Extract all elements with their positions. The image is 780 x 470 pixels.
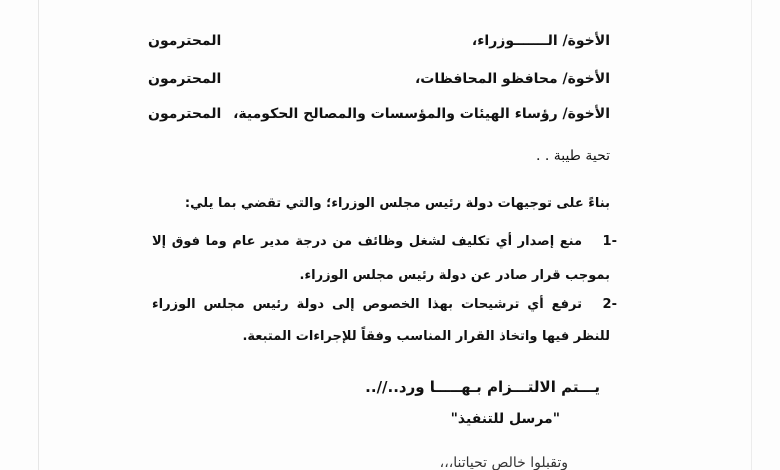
item-2-line-2: للنظر فيها واتخاذ القرار المناسب وفقاً للإجراءات المتبعة. <box>242 329 610 344</box>
honorific-ministers: المحترمون <box>148 33 222 49</box>
honorific-governors: المحترمون <box>148 71 222 87</box>
item-1-line-1: منع إصدار أي تكليف لشغل وظائف من درجة مدير عام وما فوق إلا <box>152 234 582 249</box>
sent-for-execution-note: "مرسل للتنفيذ" <box>450 411 560 427</box>
addressee-governors: الأخوة/ محافظو المحافظات، <box>414 71 610 87</box>
scan-edge-left <box>38 0 39 470</box>
honorific-agency-heads: المحترمون <box>148 106 222 122</box>
scan-edge-right <box>751 0 752 470</box>
intro-paragraph: بناءً على توجيهات دولة رئيس مجلس الوزراء؛ والتي تقضي بما يلي: <box>184 196 610 211</box>
item-1-line-2: بموجب قرار صادر عن دولة رئيس مجلس الوزراء. <box>299 268 610 283</box>
item-2-line-1: ترفع أي ترشيحات بهذا الخصوص إلى دولة رئيس مجلس الوزراء <box>152 297 582 312</box>
greeting: تحية طيبة . . <box>535 148 610 164</box>
addressee-ministers: الأخوة/ الـــــــوزراء، <box>471 33 610 49</box>
item-2-number: 2- <box>602 297 617 312</box>
commitment-statement: يـــتم الالتـــزام بـهـــــا ورد..//.. <box>365 378 600 396</box>
closing-regards: وتقبلوا خالص تحياتنا،،، <box>439 455 568 470</box>
item-1-number: 1- <box>602 234 617 249</box>
addressee-agency-heads: الأخوة/ رؤساء الهيئات والمؤسسات والمصالح الحكومية، <box>233 106 610 122</box>
